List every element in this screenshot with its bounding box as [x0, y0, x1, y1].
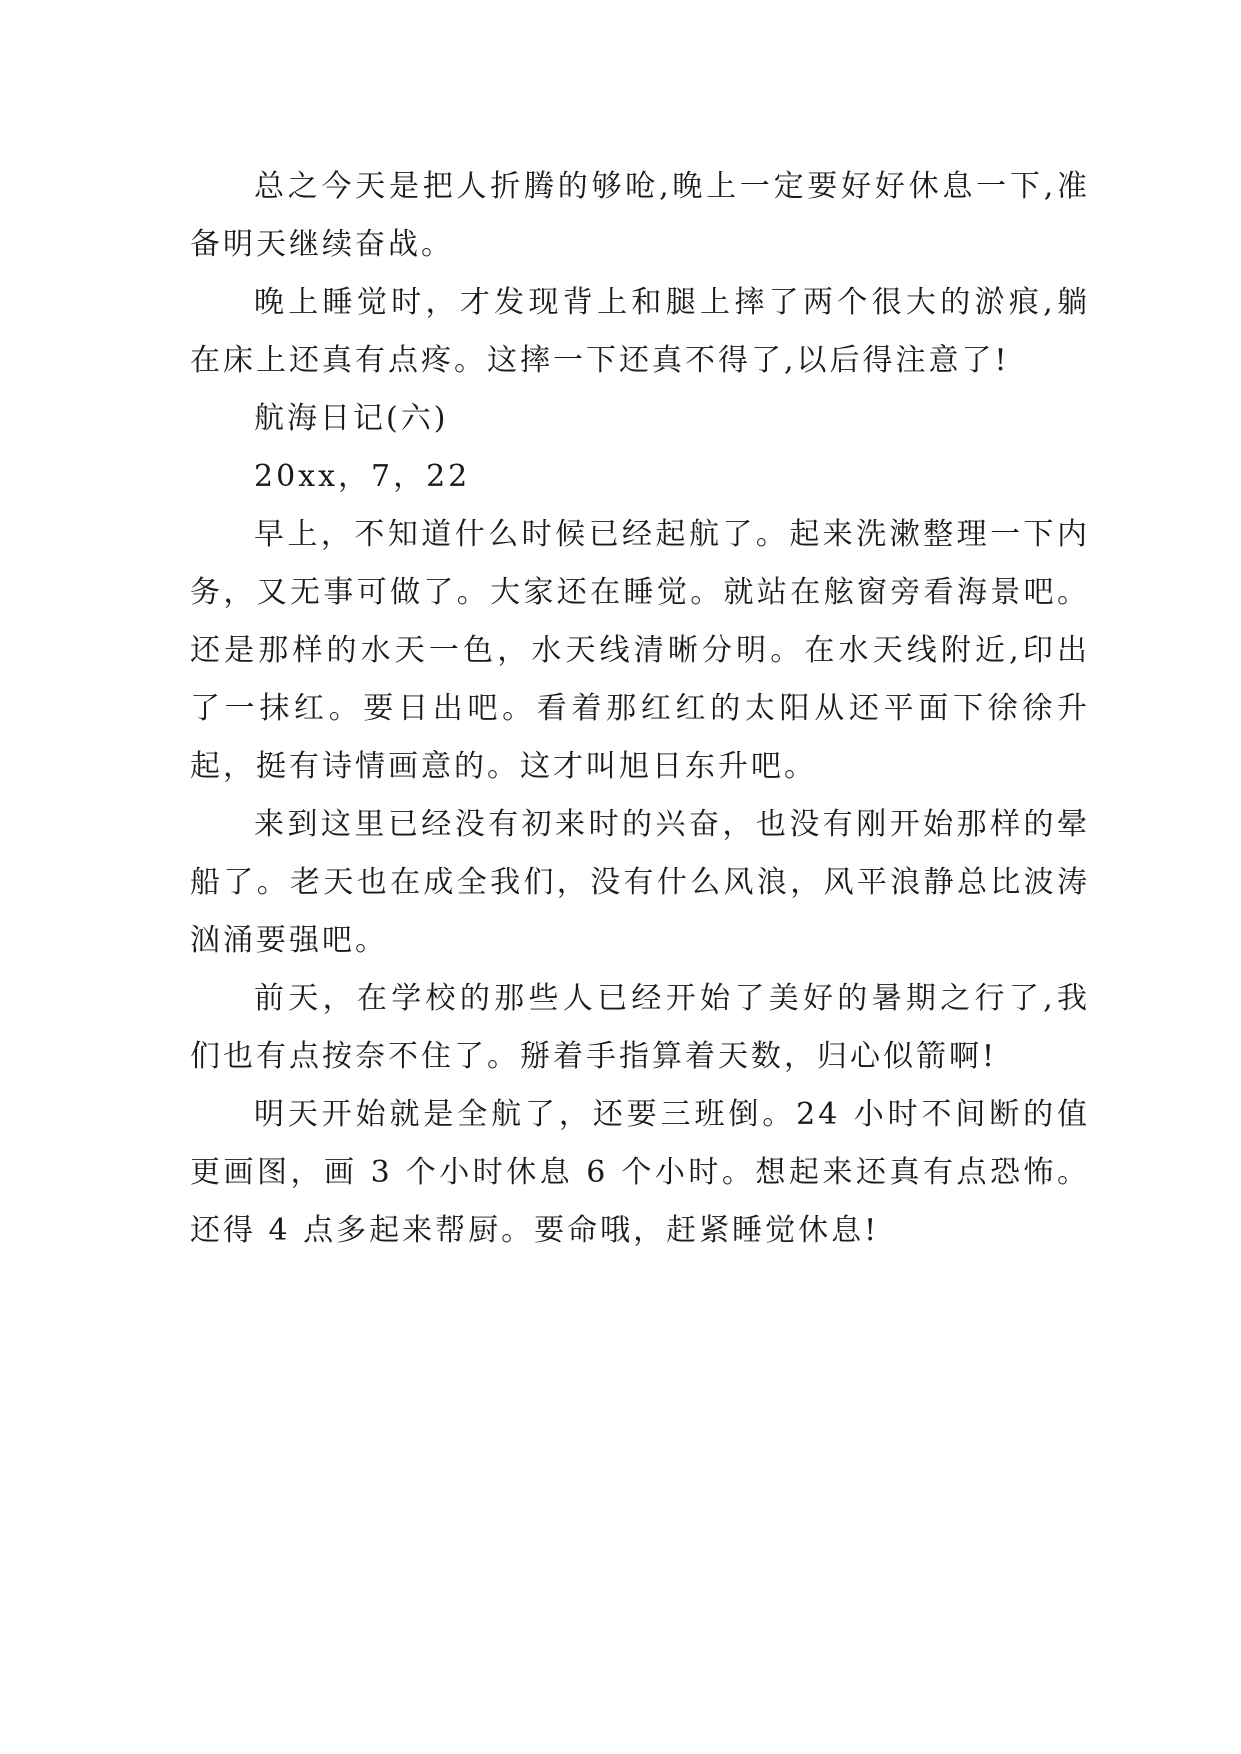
diary-entry-title: 航海日记(六): [254, 401, 449, 436]
diary-entry-date: 20xx，7，22: [254, 459, 471, 494]
paragraph-calm-sea: 来到这里已经没有初来时的兴奋，也没有刚开始那样的晕船了。老天也在成全我们，没有什么风浪，风平浪静总比波涛汹涌要强吧。: [190, 807, 1090, 958]
document-body: [190, 158, 1090, 1260]
paragraph-homesick: 前天，在学校的那些人已经开始了美好的暑期之行了,我们也有点按奈不住了。掰着手指算着天数，归心似箭啊!: [190, 981, 1090, 1074]
paragraph-bruises: 晚上睡觉时，才发现背上和腿上摔了两个很大的淤痕,躺在床上还真有点疼。这摔一下还真不得了,以后得注意了!: [190, 285, 1090, 378]
paragraph-closing-day: 总之今天是把人折腾的够呛,晚上一定要好好休息一下,准备明天继续奋战。: [190, 169, 1090, 262]
paragraph-sunrise: 早上，不知道什么时候已经起航了。起来洗漱整理一下内务，又无事可做了。大家还在睡觉。就站在舷窗旁看海景吧。还是那样的水天一色，水天线清晰分明。在水天线附近,印出了一抹红。要日出吧。看着那红红的太阳从还平面下徐徐升起，挺有诗情画意的。这才叫旭日东升吧。: [190, 517, 1090, 784]
paragraph-shifts: 明天开始就是全航了，还要三班倒。24 小时不间断的值更画图，画 3 个小时休息 6 个小时。想起来还真有点恐怖。还得 4 点多起来帮厨。要命哦，赶紧睡觉休息!: [190, 1097, 1090, 1248]
